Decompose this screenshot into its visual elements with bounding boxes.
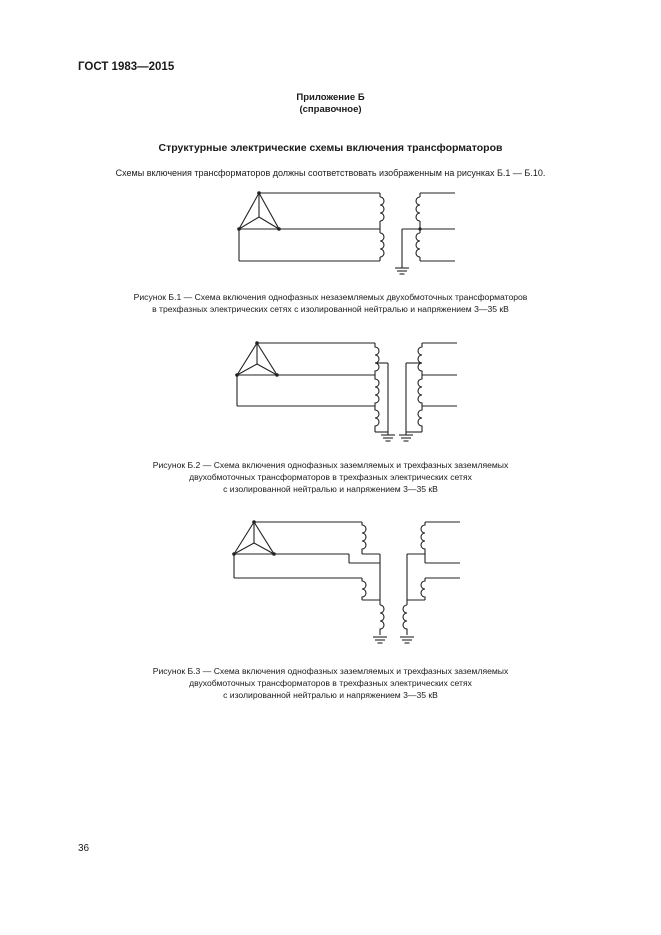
appendix-title: Приложение Б [296, 92, 365, 103]
figure-b1-ground [395, 229, 409, 274]
figure-b3-diagram [232, 520, 460, 643]
appendix-subtitle: (справочное) [299, 104, 362, 115]
page-number: 36 [78, 843, 90, 854]
intro-paragraph: Схемы включения трансформаторов должны соответствовать изображенным на рисунках Б.1 — Б.10. [115, 168, 546, 178]
figure-b3-caption [0, 665, 661, 701]
figure-b1-caption [0, 291, 661, 315]
figure-b2-caption-line: с изолированной нейтралью и напряжением 3—35 кВ [223, 484, 438, 494]
figure-b1-lines [239, 193, 380, 261]
figure-b1-primary-coils [380, 193, 384, 261]
figure-b3-caption-line: Рисунок Б.3 — Схема включения однофазных заземляемых и трехфазных заземляемых [152, 666, 509, 676]
figure-b2-caption [0, 459, 661, 495]
document-header: ГОСТ 1983—2015 [78, 61, 175, 73]
figure-b1-caption-line: Рисунок Б.1 — Схема включения однофазных незаземляемых двухобмоточных трансформаторов [133, 292, 528, 302]
figure-b2-caption-line: Рисунок Б.2 — Схема включения однофазных заземляемых и трехфазных заземляемых [152, 460, 509, 470]
figure-b2-diagram [235, 341, 457, 441]
figure-b1-caption-line: в трехфазных электрических сетях с изолированной нейтралью и напряжением 3—35 кВ [152, 304, 509, 314]
figure-b3-caption-line: с изолированной нейтралью и напряжением 3—35 кВ [223, 690, 438, 700]
figure-b1-secondary-coils [402, 193, 455, 261]
section-title: Структурные электрические схемы включения трансформаторов [158, 142, 503, 154]
figure-b1-delta-source [239, 193, 279, 229]
figure-b2-caption-line: двухобмоточных трансформаторов в трехфазных электрических сетях [189, 472, 472, 482]
figure-b3-caption-line: двухобмоточных трансформаторов в трехфазных электрических сетях [189, 678, 472, 688]
